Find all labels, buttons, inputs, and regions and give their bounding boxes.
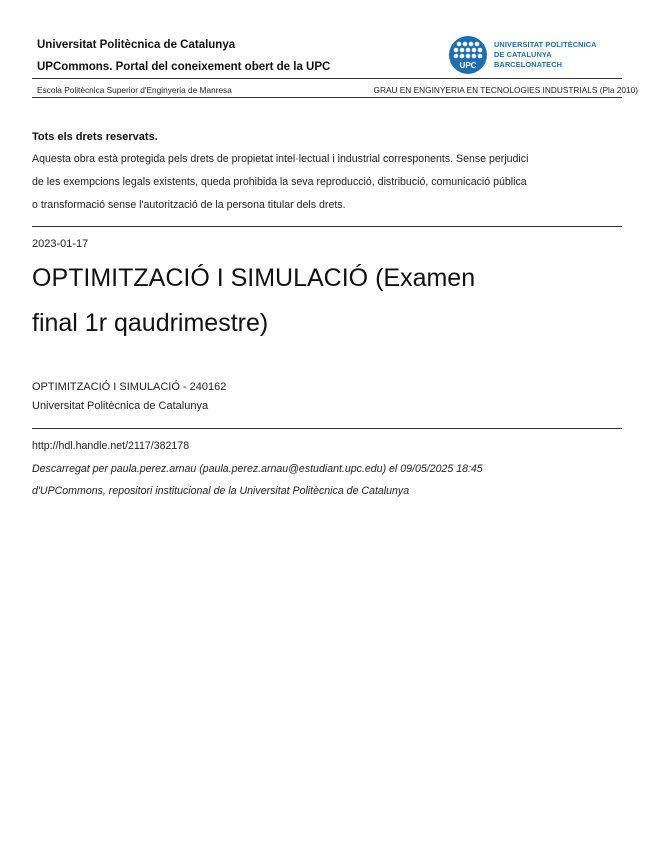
- university-name: Universitat Politècnica de Catalunya: [37, 39, 236, 51]
- download-line-1: Descarregat per paula.perez.arnau (paula.perez.arnau@estudiant.upc.edu) el 09/05/2025 18:45: [32, 463, 483, 475]
- upc-logo-icon: [449, 36, 487, 74]
- download-notice: [32, 458, 622, 502]
- document-title-line-1: OPTIMITZACIÓ I SIMULACIÓ (Examen: [32, 264, 476, 292]
- download-line-2: d'UPCommons, repositori institucional de la Universitat Politècnica de Catalunya: [32, 485, 410, 497]
- document-title-line-2: final 1r qaudrimestre): [32, 309, 269, 337]
- portal-name: UPCommons. Portal del coneixement obert de la UPC: [37, 61, 331, 73]
- rights-line-3: o transformació sense l'autorització de la persona titular dels drets.: [32, 199, 346, 211]
- logo-line-3: BARCELONATECH: [494, 60, 563, 69]
- course-university: Universitat Politècnica de Catalunya: [32, 400, 209, 412]
- rights-divider: [32, 226, 622, 227]
- school-name: Escola Politècnica Superior d'Enginyeria de Manresa: [37, 85, 232, 95]
- document-title: [32, 256, 592, 346]
- course-name: OPTIMITZACIÓ I SIMULACIÓ - 240162: [32, 381, 227, 393]
- rights-line-1: Aquesta obra està protegida pels drets de propietat intel·lectual i industrial corresponents. Sense perjudici: [32, 153, 529, 165]
- document-date: 2023-01-17: [32, 238, 89, 250]
- handle-link[interactable]: http://hdl.handle.net/2117/382178: [32, 440, 190, 452]
- info-divider: [32, 428, 622, 429]
- header-divider-bottom: [32, 97, 622, 98]
- rights-notice: [32, 148, 602, 217]
- rights-title: Tots els drets reservats.: [32, 131, 158, 143]
- rights-line-2: de les exempcions legals existents, queda prohibida la seva reproducció, distribució, comunicació pública: [32, 176, 527, 188]
- logo-line-2: DE CATALUNYA: [494, 50, 552, 59]
- logo-line-1: UNIVERSITAT POLITÈCNICA: [494, 40, 597, 49]
- degree-name: GRAU EN ENGINYERIA EN TECNOLOGIES INDUSTRIALS (Pla 2010): [373, 85, 638, 95]
- header-divider-top: [32, 78, 622, 79]
- upc-logo-acronym: UPC: [459, 61, 477, 70]
- upc-logo: [449, 36, 629, 76]
